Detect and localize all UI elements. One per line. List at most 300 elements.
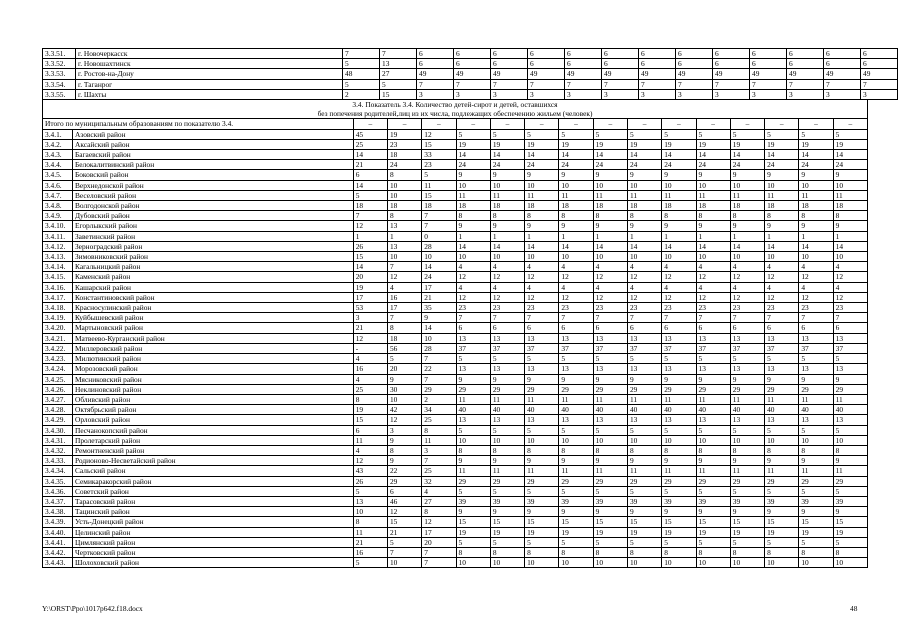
row-value: 37	[833, 343, 867, 353]
row-value: 8	[559, 211, 593, 221]
row-value: 37	[696, 343, 730, 353]
row-value: 9	[662, 507, 696, 517]
row-value: 22	[387, 466, 421, 476]
row-value: 8	[353, 517, 387, 527]
row-value: 10	[593, 180, 627, 190]
row-value: 10	[456, 435, 490, 445]
row-value: 10	[559, 558, 593, 568]
row-value: 1	[559, 231, 593, 241]
row-value: 5	[730, 425, 764, 435]
row-value: 39	[696, 496, 730, 506]
row-value: 3	[387, 425, 421, 435]
row-code: 3.4.3.	[43, 150, 73, 160]
row-value: 8	[422, 425, 456, 435]
row-value: 6	[730, 323, 764, 333]
row-value: 9	[627, 507, 661, 517]
row-value: 5	[343, 59, 380, 69]
row-name: Красносулинский район	[72, 303, 353, 313]
row-code: 3.4.1.	[43, 129, 73, 139]
row-value: 13	[662, 415, 696, 425]
row-code: 3.4.2.	[43, 139, 73, 149]
row-value: 6	[417, 59, 454, 69]
row-value: 16	[353, 547, 387, 557]
row-value: 5	[765, 486, 799, 496]
row-value: 19	[765, 527, 799, 537]
row-value: 4	[627, 282, 661, 292]
row-value: 10	[456, 180, 490, 190]
row-value: 3	[454, 89, 491, 99]
section-caption-line1: 3.4. Показатель 3.4. Количество детей-сирот и детей, оставшихся	[352, 100, 558, 110]
row-value: 13	[593, 333, 627, 343]
row-value: 9	[833, 221, 867, 231]
row-value: 26	[353, 241, 387, 251]
row-code: 3.4.20.	[43, 323, 73, 333]
row-value: 39	[593, 496, 627, 506]
row-value: 29	[765, 384, 799, 394]
row-value: 3	[565, 89, 602, 99]
row-code: 3.3.52.	[43, 59, 76, 69]
row-value: 14	[422, 323, 456, 333]
row-value: 15	[559, 517, 593, 527]
row-value: 5	[627, 129, 661, 139]
row-name: Константиновский район	[72, 292, 353, 302]
table-row	[43, 252, 868, 262]
row-value: 19	[353, 282, 387, 292]
row-value: 7	[528, 79, 565, 89]
row-value: 12	[730, 272, 764, 282]
row-value: 12	[730, 292, 764, 302]
row-value: 14	[662, 241, 696, 251]
row-value: 9	[730, 374, 764, 384]
table-row	[43, 79, 898, 89]
row-value: 14	[422, 262, 456, 272]
row-code: 3.4.19.	[43, 313, 73, 323]
row-value: 24	[559, 160, 593, 170]
row-value: 19	[456, 139, 490, 149]
row-value: 19	[799, 527, 833, 537]
row-value: 13	[799, 364, 833, 374]
row-value: 11	[422, 435, 456, 445]
row-value: 13	[696, 415, 730, 425]
row-value: 37	[730, 343, 764, 353]
row-value: 39	[833, 496, 867, 506]
row-value: 5	[730, 486, 764, 496]
row-value: 14	[593, 150, 627, 160]
row-value: 40	[833, 405, 867, 415]
row-value: 12	[353, 333, 387, 343]
row-code: 3.4.9.	[43, 211, 73, 221]
row-value: 29	[662, 476, 696, 486]
row-value: 20	[422, 537, 456, 547]
row-value: 9	[387, 456, 421, 466]
row-value: 0	[422, 231, 456, 241]
row-value: 9	[662, 456, 696, 466]
row-value: 23	[422, 160, 456, 170]
row-value: 12	[833, 292, 867, 302]
row-value: 5	[559, 425, 593, 435]
row-value: 10	[525, 558, 559, 568]
table-row	[43, 292, 868, 302]
row-value: 7	[387, 547, 421, 557]
row-value: 9	[696, 456, 730, 466]
row-value: 4	[730, 282, 764, 292]
row-value: 9	[833, 507, 867, 517]
row-value: 10	[662, 180, 696, 190]
row-value: 29	[559, 384, 593, 394]
row-value: 5	[456, 486, 490, 496]
row-value: 12	[799, 292, 833, 302]
row-value: 29	[765, 476, 799, 486]
row-value: 29	[799, 476, 833, 486]
row-name: Чертковский район	[72, 547, 353, 557]
row-name: Мясниковский район	[72, 374, 353, 384]
row-value: 13	[833, 333, 867, 343]
row-value: 9	[490, 456, 524, 466]
row-value: -	[353, 343, 387, 353]
row-value: 6	[528, 49, 565, 59]
row-value: 14	[559, 150, 593, 160]
row-value: 7	[593, 313, 627, 323]
row-value: 11	[490, 466, 524, 476]
row-value: 29	[799, 384, 833, 394]
row-value: 8	[387, 323, 421, 333]
table-row	[43, 425, 868, 435]
row-value: 13	[559, 415, 593, 425]
row-value: 7	[833, 313, 867, 323]
row-value: 12	[456, 292, 490, 302]
row-value: 19	[799, 139, 833, 149]
row-value: 18	[387, 201, 421, 211]
row-value: 10	[799, 180, 833, 190]
row-value: 6	[602, 49, 639, 59]
row-value: 9	[387, 435, 421, 445]
row-value: 10	[730, 252, 764, 262]
row-value: 8	[593, 445, 627, 455]
row-value: 9	[559, 374, 593, 384]
row-value: 23	[799, 303, 833, 313]
row-value: 12	[662, 292, 696, 302]
row-value: 5	[353, 486, 387, 496]
row-value: 8	[696, 547, 730, 557]
row-value: 11	[730, 190, 764, 200]
row-value: 19	[353, 405, 387, 415]
row-value: 3	[676, 89, 713, 99]
table-row	[43, 139, 868, 149]
total-row-label: Итого по муниципальным образованиям по показателю 3.4.	[43, 119, 354, 129]
row-value: 10	[730, 558, 764, 568]
row-value: 6	[491, 59, 528, 69]
row-value: 3	[491, 89, 528, 99]
top-table	[42, 48, 898, 100]
row-value: 5	[593, 354, 627, 364]
row-code: 3.4.14.	[43, 262, 73, 272]
row-name: Волгодонской район	[72, 201, 353, 211]
total-row-value: –	[387, 119, 421, 129]
row-value: 15	[490, 517, 524, 527]
row-value: 3	[824, 89, 861, 99]
row-value: 13	[353, 496, 387, 506]
row-value: 11	[559, 394, 593, 404]
row-value: 4	[456, 282, 490, 292]
row-value: 5	[799, 129, 833, 139]
table-row	[43, 333, 868, 343]
row-value: 40	[662, 405, 696, 415]
row-value: 46	[387, 496, 421, 506]
row-value: 18	[353, 201, 387, 211]
row-value: 10	[765, 558, 799, 568]
row-value: 4	[799, 282, 833, 292]
row-value: 29	[525, 384, 559, 394]
row-value: 12	[627, 272, 661, 282]
row-value: 1	[353, 231, 387, 241]
row-value: 4	[833, 262, 867, 272]
row-name: Заветинский район	[72, 231, 353, 241]
row-value: 21	[353, 537, 387, 547]
table-row	[43, 211, 868, 221]
row-value: 6	[456, 323, 490, 333]
row-value: 23	[730, 303, 764, 313]
row-value: 4	[593, 262, 627, 272]
row-value: 18	[833, 201, 867, 211]
row-name: г. Новошахтинск	[76, 59, 343, 69]
row-value: 32	[422, 476, 456, 486]
row-value: 10	[559, 435, 593, 445]
row-value: 5	[730, 354, 764, 364]
row-value: 5	[593, 537, 627, 547]
row-value: 9	[799, 170, 833, 180]
row-value: 9	[799, 221, 833, 231]
row-value: 18	[422, 201, 456, 211]
row-value: 18	[525, 201, 559, 211]
row-value: 19	[730, 527, 764, 537]
row-value: 5	[559, 537, 593, 547]
row-value: 24	[490, 160, 524, 170]
row-value: 29	[456, 476, 490, 486]
row-value: 10	[387, 190, 421, 200]
row-value: 21	[387, 527, 421, 537]
row-value: 8	[353, 394, 387, 404]
row-value: 19	[490, 139, 524, 149]
row-value: 8	[627, 211, 661, 221]
row-value: 9	[559, 221, 593, 231]
row-value: 10	[799, 435, 833, 445]
row-value: 8	[525, 547, 559, 557]
row-value: 11	[662, 394, 696, 404]
row-value: 19	[525, 139, 559, 149]
row-value: 1	[799, 231, 833, 241]
row-value: 12	[833, 272, 867, 282]
row-value: 7	[559, 313, 593, 323]
row-value: 19	[765, 139, 799, 149]
row-value: 6	[799, 323, 833, 333]
row-code: 3.4.43.	[43, 558, 73, 568]
row-value: 29	[490, 384, 524, 394]
row-value: 10	[593, 252, 627, 262]
row-value: 15	[833, 517, 867, 527]
row-value: 5	[765, 354, 799, 364]
row-value: 3	[639, 89, 676, 99]
row-name: Верхнедонской район	[72, 180, 353, 190]
row-value: 16	[387, 292, 421, 302]
row-value: 7	[787, 79, 824, 89]
row-name: Миллеровский район	[72, 343, 353, 353]
row-value: 39	[799, 496, 833, 506]
row-code: 3.4.34.	[43, 466, 73, 476]
row-value: 19	[387, 129, 421, 139]
row-value: 37	[765, 343, 799, 353]
row-value: 9	[593, 507, 627, 517]
row-value: 9	[662, 221, 696, 231]
row-value: 13	[799, 333, 833, 343]
row-value: 5	[627, 354, 661, 364]
row-value: 8	[559, 445, 593, 455]
row-value: 11	[353, 435, 387, 445]
row-value: 9	[490, 507, 524, 517]
row-name: Неклиновский район	[72, 384, 353, 394]
row-value: 10	[456, 252, 490, 262]
row-value: 6	[639, 49, 676, 59]
row-value: 13	[696, 333, 730, 343]
row-value: 7	[353, 211, 387, 221]
row-value: 10	[559, 180, 593, 190]
row-value: 9	[765, 374, 799, 384]
row-value: 5	[343, 79, 380, 89]
table-row	[43, 507, 868, 517]
row-value: 18	[490, 201, 524, 211]
row-value: 10	[765, 435, 799, 445]
row-value: 5	[490, 537, 524, 547]
row-value: 15	[525, 517, 559, 527]
row-value: 9	[627, 221, 661, 231]
row-name: г. Ростов-на-Дону	[76, 69, 343, 79]
table-row	[43, 435, 868, 445]
row-name: г. Таганрог	[76, 79, 343, 89]
row-value: 10	[387, 558, 421, 568]
row-value: 29	[730, 384, 764, 394]
row-value: 11	[525, 190, 559, 200]
row-value: 23	[833, 303, 867, 313]
row-value: 27	[380, 69, 417, 79]
row-value: 29	[627, 476, 661, 486]
row-value: 24	[662, 160, 696, 170]
row-value: 26	[353, 476, 387, 486]
row-value: 5	[696, 129, 730, 139]
row-value: 39	[456, 496, 490, 506]
row-value: 39	[730, 496, 764, 506]
row-value: 4	[662, 282, 696, 292]
row-value: 29	[833, 384, 867, 394]
row-value: 8	[490, 211, 524, 221]
row-value: 10	[696, 180, 730, 190]
row-value: 5	[799, 486, 833, 496]
row-value: 19	[559, 527, 593, 537]
row-value: 5	[730, 537, 764, 547]
row-value: 40	[490, 405, 524, 415]
row-value: 37	[456, 343, 490, 353]
row-value: 10	[627, 252, 661, 262]
row-value: 6	[353, 170, 387, 180]
row-value: 7	[456, 313, 490, 323]
row-value: 6	[787, 59, 824, 69]
row-value: 14	[456, 241, 490, 251]
row-value: 14	[525, 150, 559, 160]
row-name: Семикаракорский район	[72, 476, 353, 486]
row-value: 8	[833, 211, 867, 221]
row-value: 29	[696, 476, 730, 486]
row-value: 12	[696, 272, 730, 282]
table-row	[43, 272, 868, 282]
row-value: 42	[387, 405, 421, 415]
row-value: 18	[559, 201, 593, 211]
row-value: 7	[422, 211, 456, 221]
row-code: 3.4.17.	[43, 292, 73, 302]
row-code: 3.4.13.	[43, 252, 73, 262]
row-value: 37	[490, 343, 524, 353]
row-value: 3	[417, 89, 454, 99]
row-name: Орловский район	[72, 415, 353, 425]
row-name: Багаевский район	[72, 150, 353, 160]
row-value: 12	[353, 221, 387, 231]
row-value: 3	[787, 89, 824, 99]
row-name: Кашарский район	[72, 282, 353, 292]
row-value: 10	[490, 435, 524, 445]
row-value: 9	[696, 221, 730, 231]
row-value: 10	[627, 558, 661, 568]
row-value: 13	[387, 221, 421, 231]
row-value: 17	[353, 292, 387, 302]
table-row	[43, 374, 868, 384]
table-row	[43, 231, 868, 241]
row-value: 9	[730, 507, 764, 517]
row-value: 14	[696, 150, 730, 160]
row-value: 4	[627, 262, 661, 272]
row-value: 49	[750, 69, 787, 79]
table-row	[43, 527, 868, 537]
row-value: 25	[353, 384, 387, 394]
row-value: 17	[422, 527, 456, 537]
row-value: 1	[525, 231, 559, 241]
row-value: 11	[353, 527, 387, 537]
row-value: 37	[593, 343, 627, 353]
table-row	[43, 496, 868, 506]
row-value: 8	[765, 547, 799, 557]
row-value: 24	[833, 160, 867, 170]
row-value: 5	[627, 486, 661, 496]
total-row	[43, 119, 868, 129]
row-value: 11	[730, 466, 764, 476]
row-value: 12	[387, 415, 421, 425]
row-value: 10	[730, 180, 764, 190]
total-row-value: –	[490, 119, 524, 129]
row-value: 6	[750, 59, 787, 69]
row-value: 12	[662, 272, 696, 282]
row-value: 4	[730, 262, 764, 272]
row-value: 5	[799, 354, 833, 364]
row-value: 49	[528, 69, 565, 79]
row-value: 5	[833, 425, 867, 435]
indicator-3-4-table	[42, 118, 868, 568]
row-value: 11	[456, 394, 490, 404]
row-value: 23	[490, 303, 524, 313]
row-value: 25	[422, 466, 456, 476]
row-value: 6	[525, 323, 559, 333]
row-value: 1	[662, 231, 696, 241]
table-row	[43, 282, 868, 292]
row-value: 15	[353, 415, 387, 425]
row-value: 5	[765, 425, 799, 435]
table-row	[43, 313, 868, 323]
row-value: 11	[490, 190, 524, 200]
